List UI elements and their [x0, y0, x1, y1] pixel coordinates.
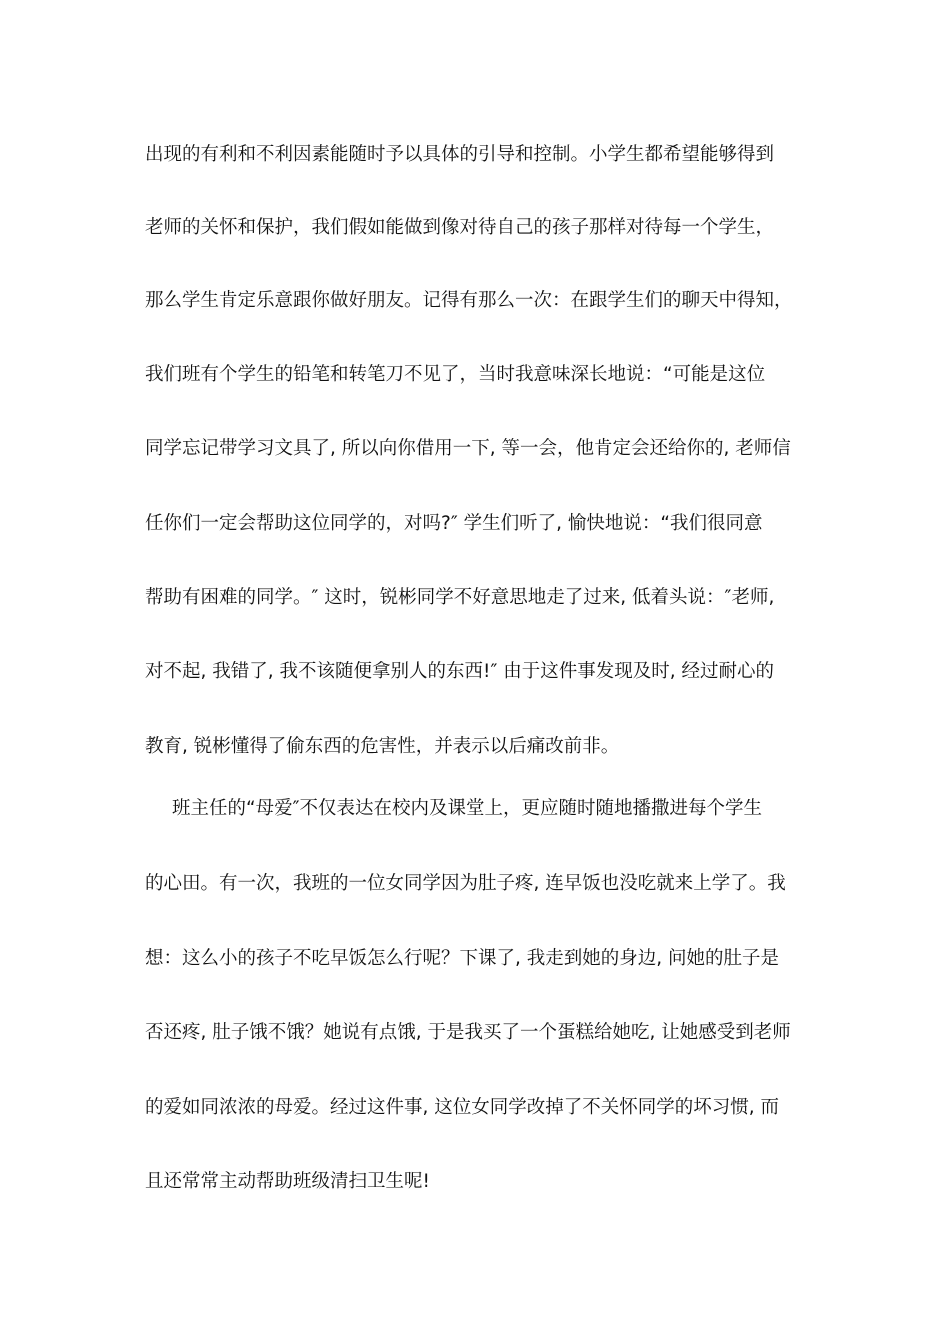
text-line: 教育, 锐彬懂得了偷东西的危害性，并表示以后痛改前非。: [145, 736, 620, 757]
paragraph-first-line: 班主任的“母爱″不仅表达在校内及课堂上，更应随时随地播撒进每个学生: [172, 798, 762, 819]
text-line: 出现的有利和不利因素能随时予以具体的引导和控制。小学生都希望能够得到: [145, 144, 775, 165]
text-line: 同学忘记带学习文具了, 所以向你借用一下, 等一会，他肯定会还给你的, 老师信: [145, 438, 791, 459]
text-line: 想：这么小的孩子不吃早饭怎么行呢？下课了, 我走到她的身边, 问她的肚子是: [145, 948, 780, 969]
text-line: 且还常常主动帮助班级清扫卫生呢!: [145, 1171, 430, 1192]
text-line: 的爱如同浓浓的母爱。经过这件事, 这位女同学改掉了不关怀同学的坏习惯, 而: [145, 1097, 780, 1118]
text-line: 对不起, 我错了, 我不该随便拿别人的东西!″ 由于这件事发现及时, 经过耐心的: [145, 661, 774, 682]
text-line: 那么学生肯定乐意跟你做好朋友。记得有那么一次：在跟学生们的聊天中得知，: [145, 290, 793, 311]
text-line: 否还疼, 肚子饿不饿？她说有点饿, 于是我买了一个蛋糕给她吃, 让她感受到老师: [145, 1022, 791, 1043]
text-line: 任你们一定会帮助这位同学的，对吗?″ 学生们听了, 愉快地说：“我们很同意: [145, 513, 763, 534]
text-line: 老师的关怀和保护，我们假如能做到像对待自己的孩子那样对待每一个学生，: [145, 217, 775, 238]
text-line: 的心田。有一次，我班的一位女同学因为肚子疼, 连早饭也没吃就来上学了。我: [145, 873, 786, 894]
text-line: 我们班有个学生的铅笔和转笔刀不见了，当时我意味深长地说：“可能是这位: [145, 364, 766, 385]
text-line: 帮助有困难的同学。″ 这时，锐彬同学不好意思地走了过来, 低着头说：″老师,: [145, 587, 775, 608]
